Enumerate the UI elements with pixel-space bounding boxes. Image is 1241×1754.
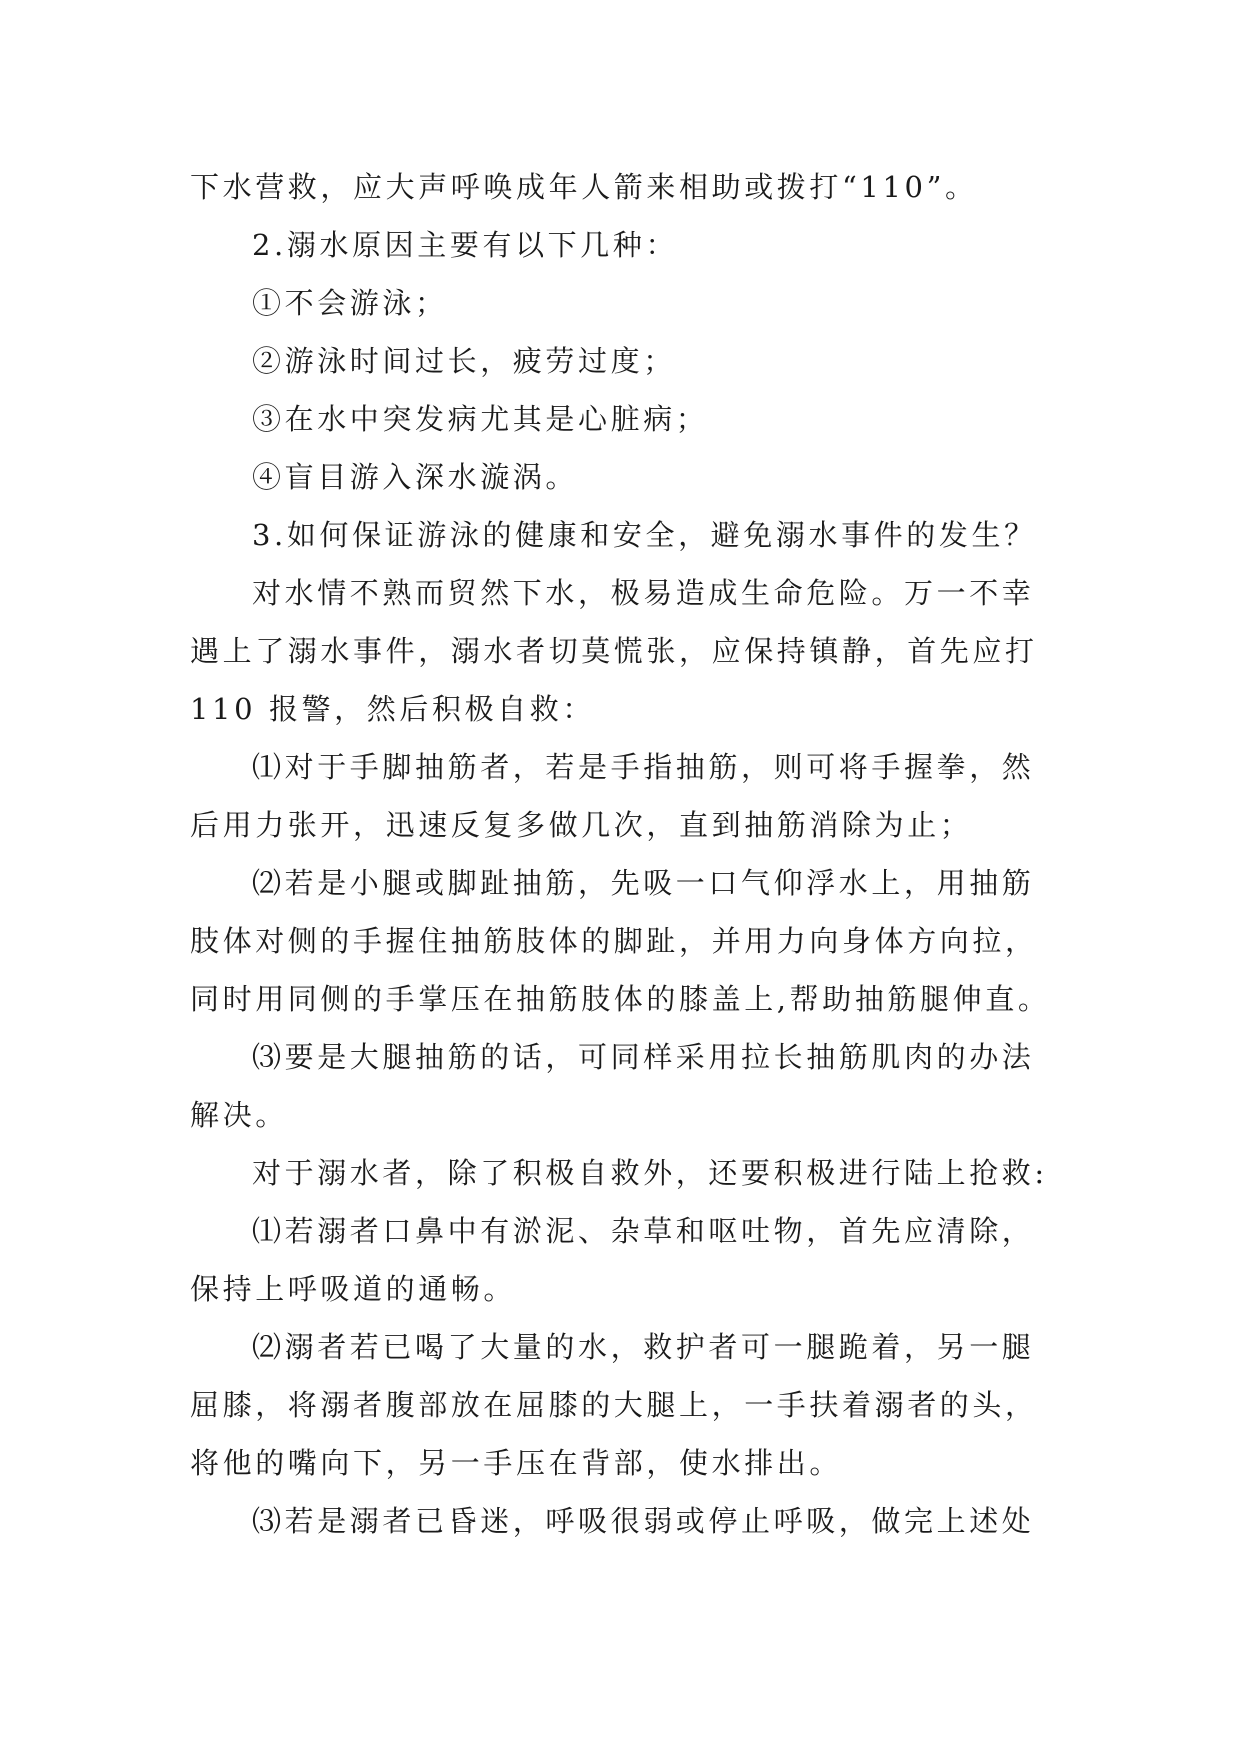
text-line: 同时用同侧的手掌压在抽筋肢体的膝盖上,帮助抽筋腿伸直。 bbox=[190, 982, 1051, 1016]
text-line: 3.如何保证游泳的健康和安全，避免溺水事件的发生？ bbox=[252, 518, 1037, 552]
document-body bbox=[190, 158, 1052, 1550]
text-line: ⑴若溺者口鼻中有淤泥、杂草和呕吐物，首先应清除， bbox=[252, 1214, 1035, 1248]
text-line: 肢体对侧的手握住抽筋肢体的脚趾，并用力向身体方向拉， bbox=[190, 924, 1038, 958]
text-line: ②游泳时间过长，疲劳过度； bbox=[252, 344, 676, 378]
text-line: 解决。 bbox=[190, 1098, 288, 1132]
text-line: ④盲目游入深水漩涡。 bbox=[252, 460, 579, 494]
text-line: ③在水中突发病尤其是心脏病； bbox=[252, 402, 709, 436]
text-line: 对于溺水者，除了积极自救外，还要积极进行陆上抢救: bbox=[252, 1156, 1048, 1190]
text-line: ⑵若是小腿或脚趾抽筋，先吸一口气仰浮水上，用抽筋 bbox=[252, 866, 1035, 900]
text-line: 2.溺水原因主要有以下几种： bbox=[252, 228, 679, 262]
text-line: ⑴对于手脚抽筋者，若是手指抽筋，则可将手握拳，然 bbox=[252, 750, 1035, 784]
text-line: 110 报警，然后积极自救： bbox=[190, 692, 595, 726]
text-line: 后用力张开，迅速反复多做几次，直到抽筋消除为止； bbox=[190, 808, 973, 842]
text-line: 屈膝，将溺者腹部放在屈膝的大腿上，一手扶着溺者的头， bbox=[190, 1388, 1038, 1422]
text-line: ①不会游泳； bbox=[252, 286, 448, 320]
text-line: 对水情不熟而贸然下水，极易造成生命危险。万一不幸 bbox=[252, 576, 1035, 610]
text-line: 将他的嘴向下，另一手压在背部，使水排出。 bbox=[190, 1446, 843, 1480]
text-line: ⑵溺者若已喝了大量的水，救护者可一腿跪着，另一腿 bbox=[252, 1330, 1035, 1364]
text-line: 遇上了溺水事件，溺水者切莫慌张，应保持镇静，首先应打 bbox=[190, 634, 1038, 668]
text-line: ⑶若是溺者已昏迷，呼吸很弱或停止呼吸，做完上述处 bbox=[252, 1504, 1035, 1538]
text-line: 下水营救，应大声呼唤成年人箭来相助或拨打“110”。 bbox=[190, 170, 978, 204]
text-line: 保持上呼吸道的通畅。 bbox=[190, 1272, 517, 1306]
text-line: ⑶要是大腿抽筋的话，可同样采用拉长抽筋肌肉的办法 bbox=[252, 1040, 1035, 1074]
